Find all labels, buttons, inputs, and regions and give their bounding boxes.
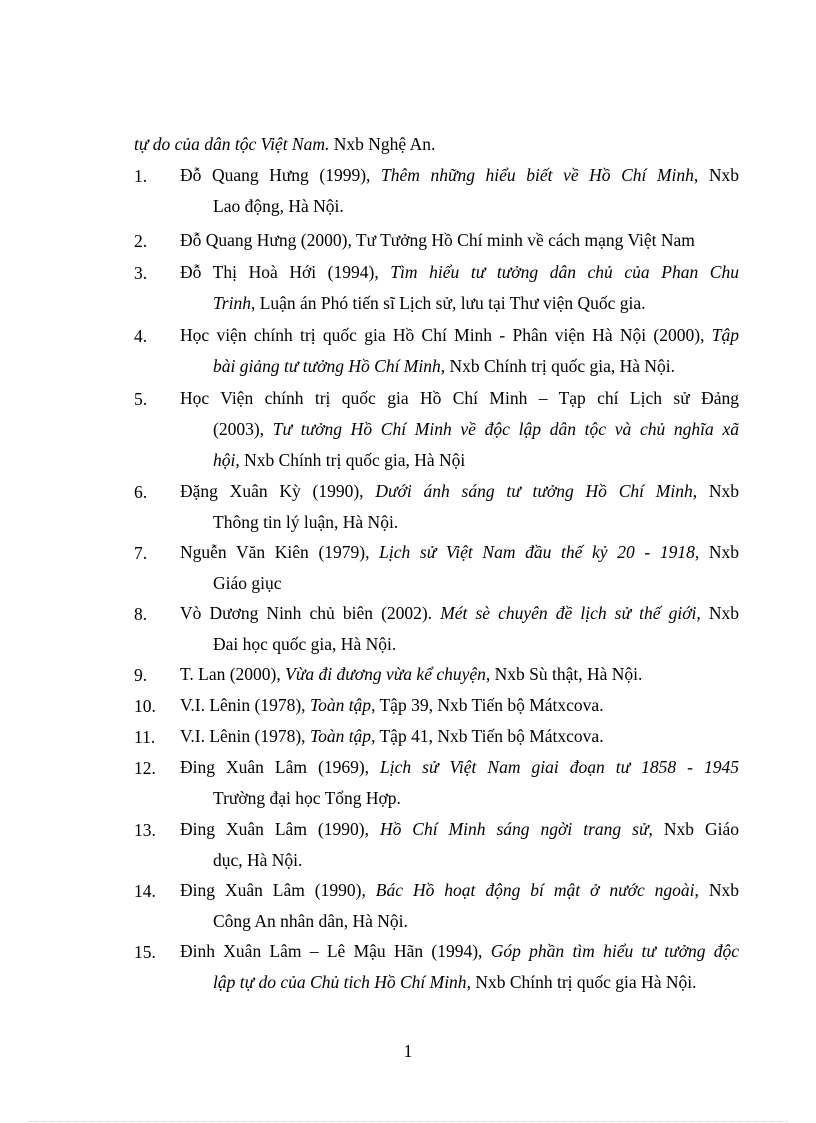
ref-title: Tập: [711, 325, 739, 345]
reference-number: 14.: [134, 881, 156, 901]
reference-number: 6.: [134, 482, 148, 502]
ref-text: , Nxb Chính trị quốc gia, Hà Nội.: [440, 356, 676, 376]
ref-text: Học viện chính trị quốc gia Hồ Chí Minh - Phân viện Hà Nội (2000),: [180, 325, 712, 345]
ref-text: , Nxb: [693, 165, 740, 185]
ref-text: Đặng Xuân Kỳ (1990),: [180, 481, 376, 501]
reference-number: 2.: [134, 231, 148, 251]
reference-number: 10.: [134, 696, 156, 716]
ref-text: , Nxb: [694, 880, 739, 900]
ref-text: , Nxb: [694, 542, 740, 562]
reference-number: 5.: [134, 389, 148, 409]
ref-text: Đỗ Quang Hưng (1999),: [180, 165, 381, 185]
ref-title: Tìm hiểu tư tưởng dân chủ của Phan Chu: [390, 262, 739, 282]
ref-text: , Tập 39, Nxb Tiến bộ Mátxcova.: [371, 695, 604, 715]
page-footer-divider: [28, 1121, 788, 1122]
ref-title: Mét sè chuyên đề lịch sử thế giới: [440, 603, 697, 623]
reference-number: 4.: [134, 326, 148, 346]
ref-title: hội,: [213, 450, 240, 470]
ref-text: Vò Dương Ninh chủ biên (2002).: [180, 603, 441, 623]
ref-text: T. Lan (2000),: [180, 664, 286, 684]
ref-text: , Tập 41, Nxb Tiến bộ Mátxcova.: [371, 726, 604, 746]
ref-text: Trường đại học Tổng Hợp.: [213, 788, 401, 808]
ref-text: Giáo giục: [213, 573, 282, 593]
ref-text: , Nxb Giáo: [648, 819, 739, 839]
ref-text: Đinh Xuân Lâm – Lê Mậu Hãn (1994),: [180, 941, 491, 961]
ref-text: Đing Xuân Lâm (1969),: [180, 757, 381, 777]
ref-text: Thông tin lý luận, Hà Nội.: [213, 512, 399, 532]
reference-number: 15.: [134, 942, 156, 962]
page-number: 1: [403, 1041, 413, 1061]
ref-text: Học Viện chính trị quốc gia Hồ Chí Minh – Tạp chí Lịch sử Đảng: [180, 388, 739, 408]
reference-continuation: [134, 133, 739, 155]
ref-text: Đing Xuân Lâm (1990),: [180, 880, 376, 900]
ref-title: Lịch sử Việt Nam đầu thế kỷ 20 - 1918: [379, 542, 695, 562]
reference-number: 7.: [134, 543, 148, 563]
ref-text: Đỗ Quang Hưng (2000), Tư Tưởng Hồ Chí minh về cách mạng Việt Nam: [180, 230, 695, 250]
ref-text: , Nxb: [692, 481, 739, 501]
reference-number: 8.: [134, 604, 148, 624]
reference-number: 11.: [134, 727, 156, 747]
reference-number: 12.: [134, 758, 156, 778]
ref-title: Trinh: [213, 293, 251, 313]
ref-text: Công An nhân dân, Hà Nội.: [213, 911, 408, 931]
ref-title: Toàn tập: [309, 695, 372, 715]
ref-title: Vừa đi đương vừa kể chuyện: [285, 664, 486, 684]
reference-number: 1.: [134, 166, 148, 186]
ref-text: , Nxb Sù thật, Hà Nội.: [485, 664, 643, 684]
ref-title: Góp phần tìm hiểu tư tưởng độc: [490, 941, 739, 961]
ref-title: lập tự do của Chủ tich Hồ Chí Minh: [213, 972, 467, 992]
ref-title: Bác Hồ hoạt động bí mật ở nước ngoài: [375, 880, 695, 900]
ref-text: , Nxb Chính trị quốc gia Hà Nội.: [466, 972, 697, 992]
ref-text: Nxb Chính trị quốc gia, Hà Nội: [239, 450, 466, 470]
ref-title: Dưới ánh sáng tư tưởng Hồ Chí Minh: [375, 481, 693, 501]
reference-number: 3.: [134, 263, 148, 283]
reference-number: 13.: [134, 820, 156, 840]
ref-text: Đai học quốc gia, Hà Nội.: [213, 634, 397, 654]
ref-title: Hồ Chí Minh sáng ngời trang sử: [379, 819, 649, 839]
ref-text: (2003),: [213, 419, 273, 439]
ref-title: Tư tưởng Hồ Chí Minh về độc lập dân tộc và chủ nghĩa xã: [272, 419, 740, 439]
continuation-italic: tự do của dân tộc Việt Nam.: [134, 134, 330, 154]
ref-text: Lao động, Hà Nội.: [213, 196, 344, 216]
ref-text: , Nxb: [696, 603, 739, 623]
ref-text: , Luận án Phó tiến sĩ Lịch sử, lưu tại Thư viện Quốc gia.: [250, 293, 646, 313]
continuation-text: Nxb Nghệ An.: [329, 134, 436, 154]
ref-title: Thêm những hiểu biết về Hồ Chí Minh: [380, 165, 694, 185]
ref-title: Toàn tập: [309, 726, 372, 746]
ref-text: V.I. Lênin (1978),: [180, 726, 310, 746]
ref-text: Nguễn Văn Kiên (1979),: [180, 542, 380, 562]
ref-text: V.I. Lênin (1978),: [180, 695, 310, 715]
ref-title: bài giảng tư tưởng Hồ Chí Minh: [213, 356, 441, 376]
ref-text: dục, Hà Nội.: [213, 850, 303, 870]
ref-text: Đing Xuân Lâm (1990),: [180, 819, 380, 839]
ref-text: Đỗ Thị Hoà Hới (1994),: [180, 262, 391, 282]
ref-title: Lịch sử Việt Nam giai đoạn tư 1858 - 1945: [380, 757, 739, 777]
reference-number: 9.: [134, 665, 148, 685]
